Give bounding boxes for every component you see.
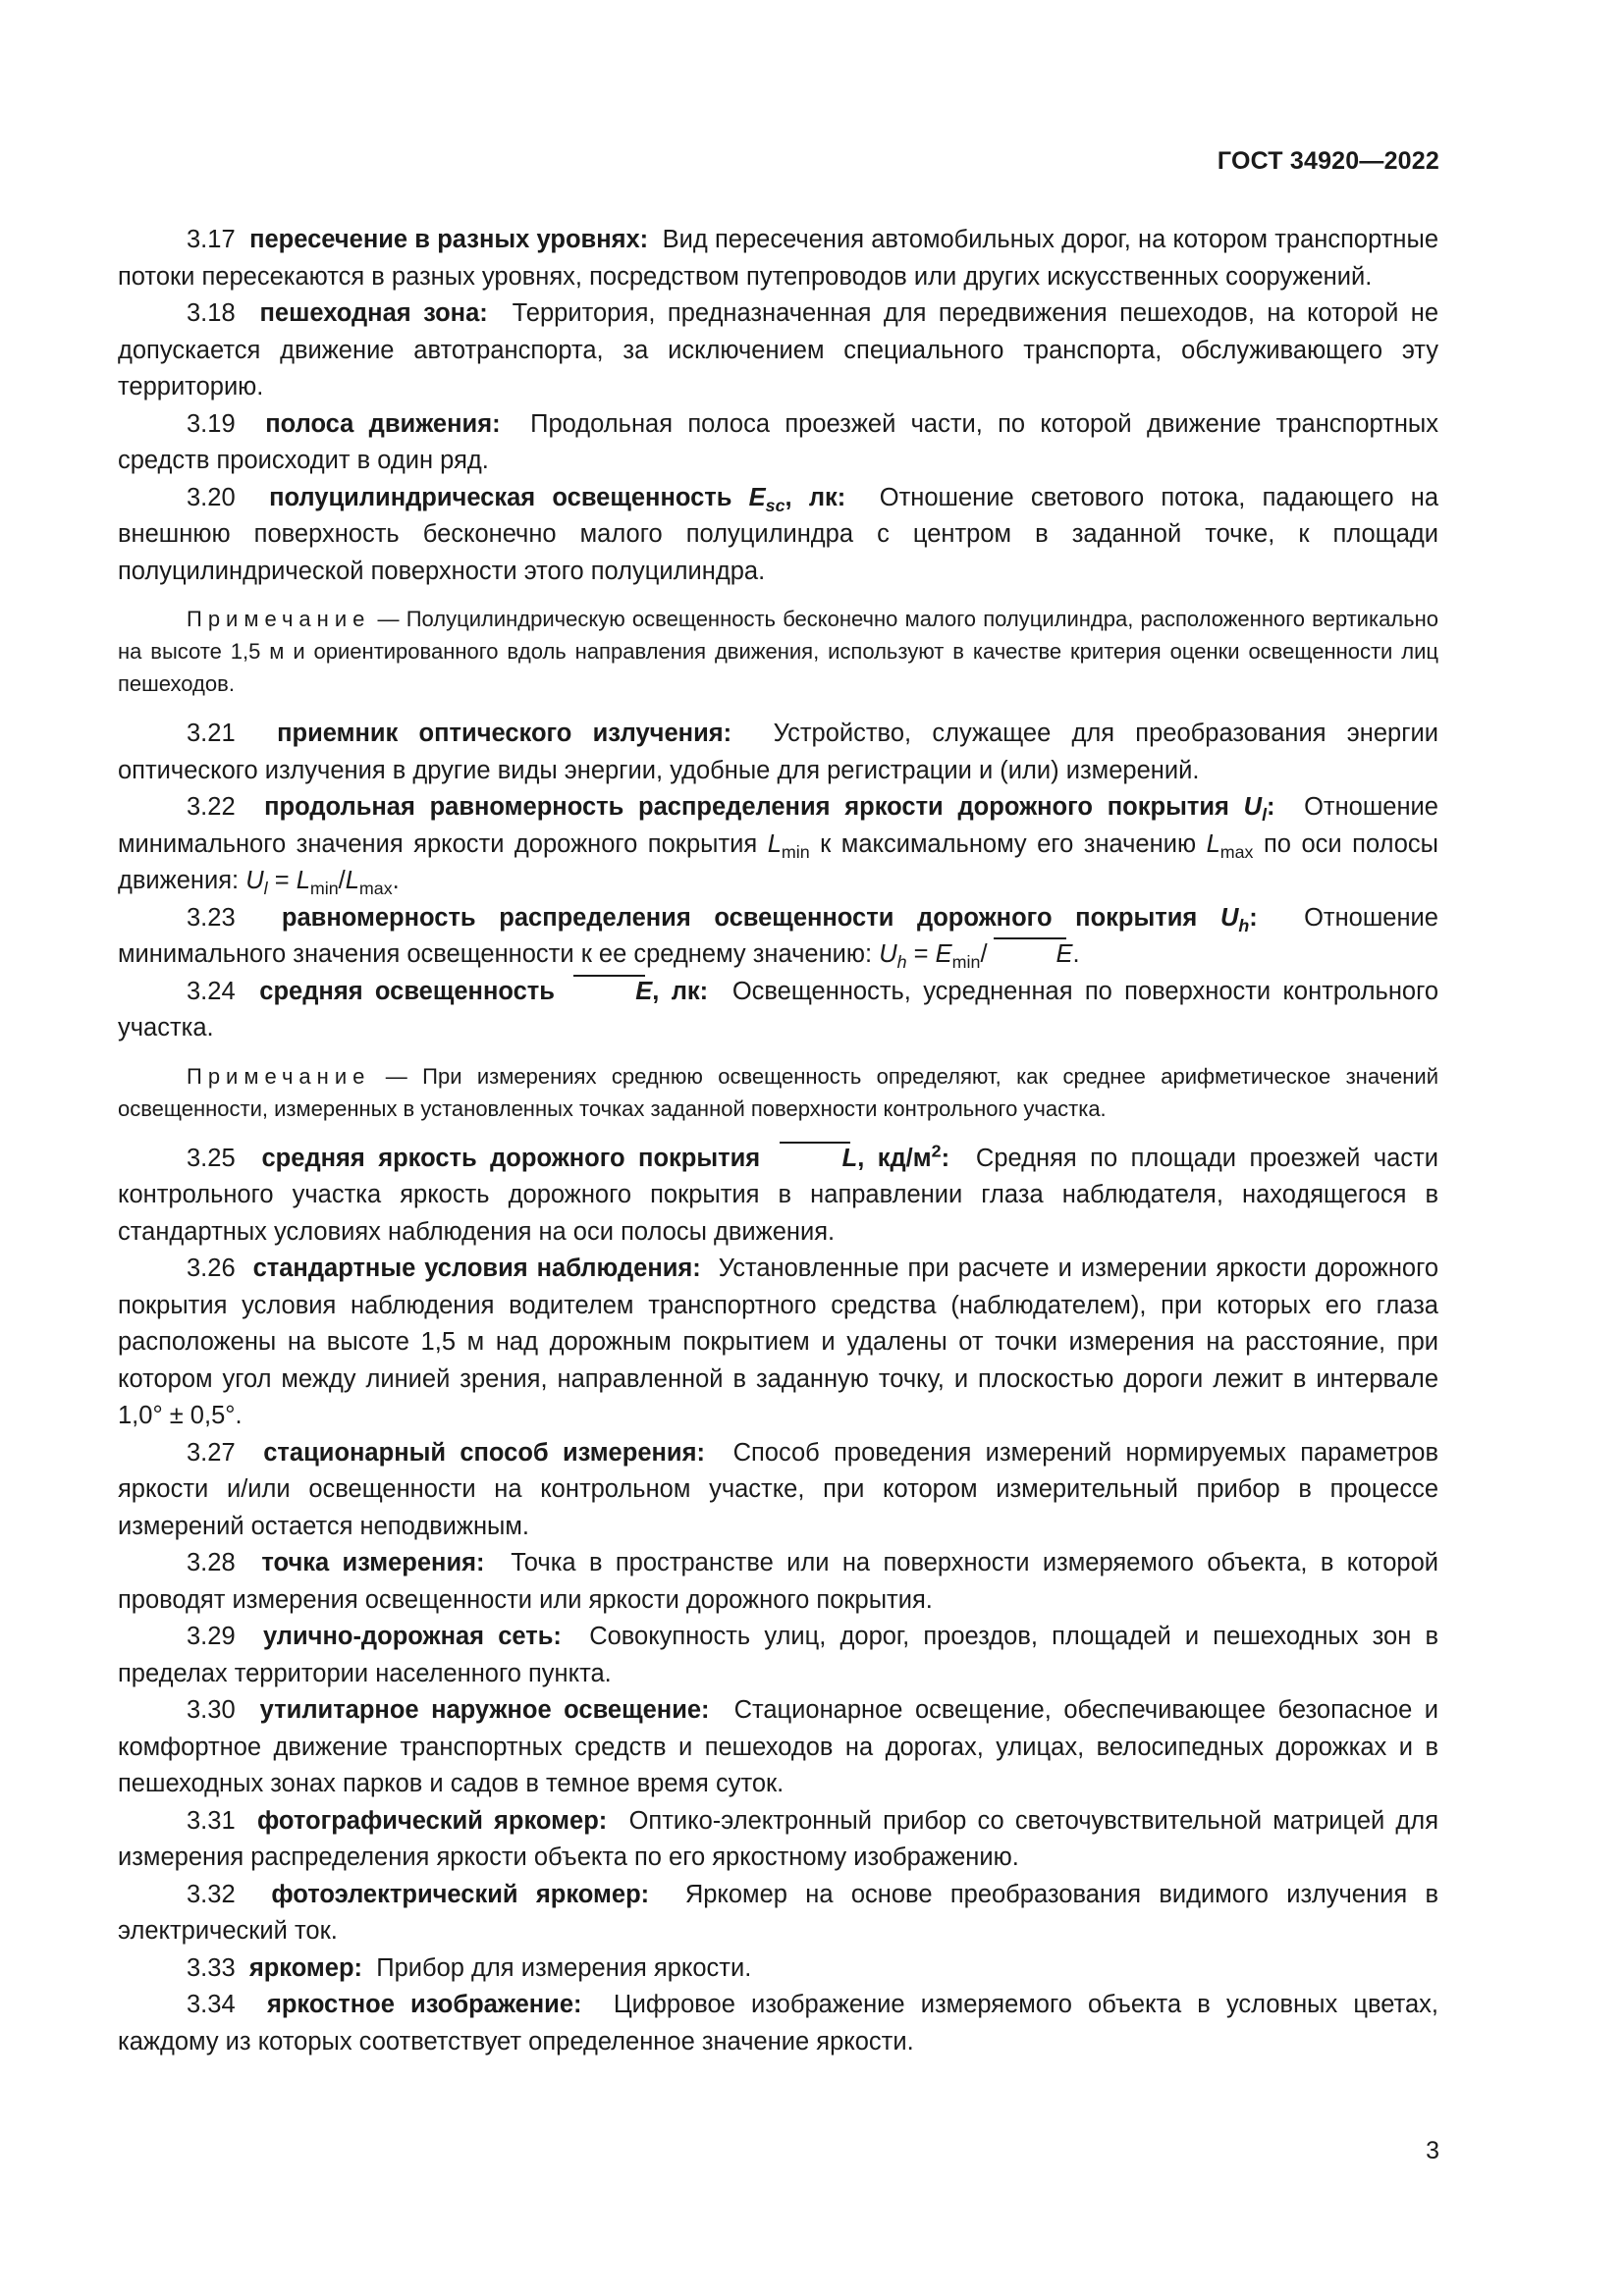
definition-3-19 (118, 406, 1438, 480)
clause-number: 3.24 (187, 977, 236, 1005)
definition-text: Территория, предназначенная для передвижения пешеходов, на которой не допускается движение автотранспорта, за исключением специального транспорта, обслуживающего эту территорию. (118, 299, 1439, 400)
text-part: Отношение минимального значения яркости дорожного покрытия (118, 793, 1438, 858)
term: улично-дорожная сеть: (262, 1623, 562, 1650)
clause-number: 3.17 (187, 226, 236, 253)
clause-number: 3.22 (187, 793, 236, 821)
definition-text: Устройство, служащее для преобразования энергии оптического излучения в другие виды энергии, удобные для регистрации и (или) измерений. (118, 720, 1438, 784)
definition-3-22 (118, 789, 1438, 900)
term (264, 793, 1275, 826)
text-part: к максимальному его значению (820, 829, 1197, 858)
formula-U: U (245, 867, 264, 894)
term-text: равномерность распределения освещенности дорожного покрытия (281, 903, 1198, 932)
term: пешеходная зона: (259, 299, 488, 327)
definition-text: Средняя по площади проезжей части контрольного участка яркость дорожного покрытия в направлении глаза наблюдателя, находящегося в стандартных условиях наблюдения на оси полосы движения. (118, 1144, 1438, 1246)
definition-text: Цифровое изображение измеряемого объекта в условных цветах, каждому из которых соответствует определенное значение яркости. (118, 1991, 1438, 2056)
formula-E: E (935, 940, 952, 968)
clause-number: 3.28 (187, 1549, 236, 1576)
clause-number: 3.34 (187, 1991, 236, 2018)
term: стационарный способ измерения: (263, 1438, 705, 1467)
clause-number: 3.32 (187, 1880, 236, 1908)
definition-3-33 (118, 1950, 1438, 1988)
definition-text: Отношение светового потока, падающего на внешнюю поверхность бесконечно малого полуцилиндра с центром в заданной точке, к площади полуцилиндрической поверхности этого полуцилиндра. (118, 483, 1439, 585)
definition-text: Оптико-электронный прибор со светочувствительной матрицей для измерения распределения яркости объекта по его яркостному изображению. (118, 1806, 1438, 1871)
definition-3-26 (118, 1251, 1438, 1435)
term-text: средняя освещенность (259, 977, 555, 1005)
formula-L: L (296, 867, 310, 894)
document-body (118, 222, 1438, 2060)
term (269, 483, 846, 515)
formula-E-mean: E (988, 936, 1073, 974)
term: фотоэлектрический яркомер: (271, 1880, 650, 1908)
definition-3-20 (118, 480, 1438, 591)
symbol-L-mean: L (774, 1141, 858, 1178)
formula-L: L (345, 867, 359, 894)
formula-equals: = (267, 867, 297, 894)
formula-U: U (879, 940, 897, 968)
formula-subscript-min: min (951, 952, 981, 973)
definition-3-28 (118, 1545, 1438, 1619)
definition-text: Точка в пространстве или на поверхности измеряемого объекта, в которой проводят измерения освещенности или яркости дорожного покрытия. (118, 1549, 1438, 1614)
term (259, 978, 708, 1005)
clause-number: 3.27 (187, 1438, 236, 1467)
definition-text: Продольная полоса проезжей части, по которой движение транспортных средств происходит в один ряд. (118, 409, 1438, 474)
definition-text: Освещенность, усредненная по поверхности контрольного участка. (118, 977, 1439, 1041)
term (261, 1141, 950, 1172)
note-text: — При измерениях среднюю освещенность определяют, как среднее арифметическое значений освещенности, измеренных в установленных точках заданной поверхности контрольного участка. (118, 1063, 1438, 1121)
note-2 (118, 1060, 1438, 1125)
term: пересечение в разных уровнях: (249, 226, 649, 253)
symbol: U (1219, 903, 1239, 932)
page-number: 3 (1426, 2137, 1439, 2164)
formula-subscript-min: min (309, 879, 339, 899)
definition-3-23 (118, 900, 1438, 974)
formula-subscript: h (896, 952, 907, 973)
symbol-subscript: sc (765, 495, 785, 515)
clause-number: 3.25 (187, 1144, 236, 1172)
definition-text: Прибор для измерения яркости. (376, 1953, 752, 1982)
definition-3-29 (118, 1619, 1438, 1692)
term-text: средняя яркость дорожного покрытия (261, 1144, 761, 1172)
term: стандартные условия наблюдения: (252, 1255, 701, 1282)
definition-3-34 (118, 1987, 1438, 2060)
clause-number: 3.26 (187, 1255, 236, 1282)
definition-text: Стационарное освещение, обеспечивающее безопасное и комфортное движение транспортных средств и пешеходов на дорогах, улицах, велосипедных дорожках и в пешеходных зонах парков и садов в темное время суток. (118, 1696, 1439, 1797)
term: фотографический яркомер: (256, 1806, 608, 1835)
note-label: Примечание (187, 607, 371, 631)
symbol-L: L (767, 829, 782, 858)
symbol: E (748, 483, 766, 511)
document-header: ГОСТ 34920—2022 (1217, 147, 1439, 175)
term-unit: , лк: (785, 483, 846, 511)
clause-number: 3.21 (187, 720, 236, 747)
text-part: Отношение минимального значения освещенности к ее среднему значению: (118, 903, 1438, 968)
term-unit: , кд/м (857, 1144, 932, 1172)
term: полоса движения: (265, 409, 501, 438)
term-unit: , лк: (652, 977, 709, 1005)
term: точка измерения: (261, 1549, 485, 1576)
subscript-max: max (1219, 841, 1254, 862)
note-1 (118, 603, 1438, 700)
definition-3-30 (118, 1692, 1438, 1803)
term-text: полуцилиндрическая освещенность (269, 483, 732, 511)
term: яркомер: (248, 1953, 363, 1982)
clause-number: 3.23 (187, 903, 236, 932)
clause-number: 3.20 (187, 483, 236, 511)
definition-3-32 (118, 1877, 1438, 1950)
unit-superscript: 2 (931, 1141, 942, 1160)
symbol-subscript: l (1262, 805, 1268, 826)
definition-text: Вид пересечения автомобильных дорог, на котором транспортные потоки пересекаются в разных уровнях, посредством путепроводов или других искусственных сооружений. (118, 226, 1438, 291)
clause-number: 3.29 (187, 1623, 236, 1650)
definition-3-31 (118, 1803, 1438, 1877)
definition-3-21 (118, 716, 1438, 789)
term-colon: : (1267, 793, 1275, 821)
subscript-min: min (781, 841, 810, 862)
clause-number: 3.33 (187, 1953, 236, 1982)
formula-slash: / (980, 940, 988, 968)
symbol-L: L (1206, 829, 1220, 858)
symbol-subscript: h (1238, 915, 1250, 935)
formula-slash: / (338, 867, 346, 894)
symbol-E-mean: E (567, 974, 652, 1011)
symbol: U (1243, 793, 1263, 821)
definition-3-25 (118, 1141, 1438, 1252)
clause-number: 3.18 (187, 299, 236, 327)
definition-3-17 (118, 222, 1438, 295)
definition-3-24 (118, 974, 1438, 1047)
clause-number: 3.19 (187, 409, 236, 438)
clause-number: 3.31 (187, 1806, 236, 1835)
definition-3-18 (118, 295, 1438, 406)
term-colon: : (1249, 903, 1258, 932)
definition-text: Совокупность улиц, дорог, проездов, площадей и пешеходных зон в пределах территории населенного пункта. (118, 1623, 1438, 1687)
term: приемник оптического излучения: (277, 720, 732, 747)
term (281, 903, 1258, 935)
formula-dot: . (1072, 940, 1080, 968)
definition-text: Способ проведения измерений нормируемых параметров яркости и/или освещенности на контрольном участке, при котором измерительный прибор в процессе измерений остается неподвижным. (118, 1438, 1439, 1540)
formula-dot: . (392, 867, 400, 894)
formula-subscript: l (263, 879, 268, 899)
definition-text: Установленные при расчете и измерении яркости дорожного покрытия условия наблюдения водителем транспортного средства (наблюдателем), при которых его глаза расположены на высоте 1,5 м над дорожным покрытием и удалены от точки измерения на расстояние, при котором угол между линией зрения, направленной в заданную точку, и плоскостью дороги лежит в интервале 1,0° ± 0,5°. (118, 1255, 1439, 1429)
formula-subscript-max: max (358, 879, 393, 899)
formula-equals: = (906, 940, 936, 968)
definition-text: Яркомер на основе преобразования видимого излучения в электрический ток. (118, 1880, 1439, 1945)
text-part: по оси полосы движения: (118, 829, 1438, 894)
definition-3-27 (118, 1435, 1438, 1546)
note-label: Примечание (187, 1063, 371, 1089)
term-text: продольная равномерность распределения яркости дорожного покрытия (264, 793, 1229, 821)
note-text: — Полуцилиндрическую освещенность бесконечно малого полуцилиндра, расположенного вертикально на высоте 1,5 м и ориентированного вдоль направления движения, используют в качестве критерия оценки освещенности лиц пешеходов. (118, 607, 1438, 696)
term: утилитарное наружное освещение: (259, 1696, 710, 1724)
clause-number: 3.30 (187, 1696, 236, 1724)
term-colon: : (941, 1144, 950, 1172)
term: яркостное изображение: (266, 1991, 582, 2018)
